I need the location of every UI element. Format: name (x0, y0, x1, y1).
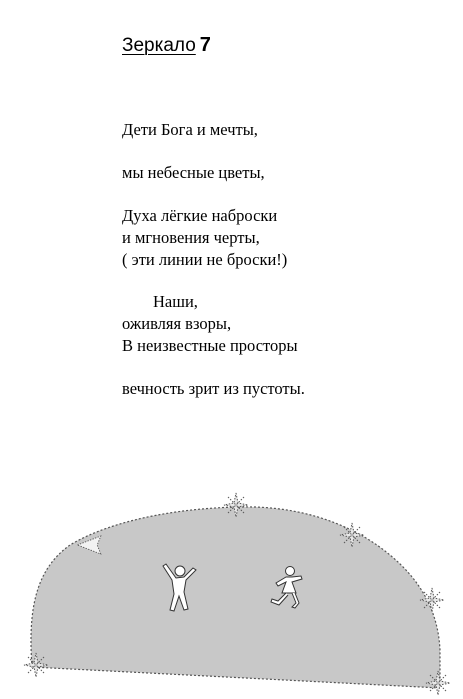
title-number: 7 (199, 34, 211, 56)
poem-line-9: вечность зрит из пустоты. (122, 379, 305, 398)
poem-line-2: мы небесные цветы, (122, 163, 265, 182)
poem-line-5: ( эти линии не броски!) (122, 250, 288, 269)
poem-line-6: Наши, (153, 292, 198, 311)
title-word: Зеркало (122, 35, 196, 56)
poem-line-3: Духа лёгкие наброски (122, 206, 278, 225)
hill-shape (31, 507, 440, 688)
poem-line-4: и мгновения черты, (122, 228, 260, 247)
poem-line-1: Дети Бога и мечты, (122, 120, 258, 139)
poem-line-8: В неизвестные просторы (122, 336, 298, 355)
poem-line-7: оживляя взоры, (122, 314, 232, 333)
